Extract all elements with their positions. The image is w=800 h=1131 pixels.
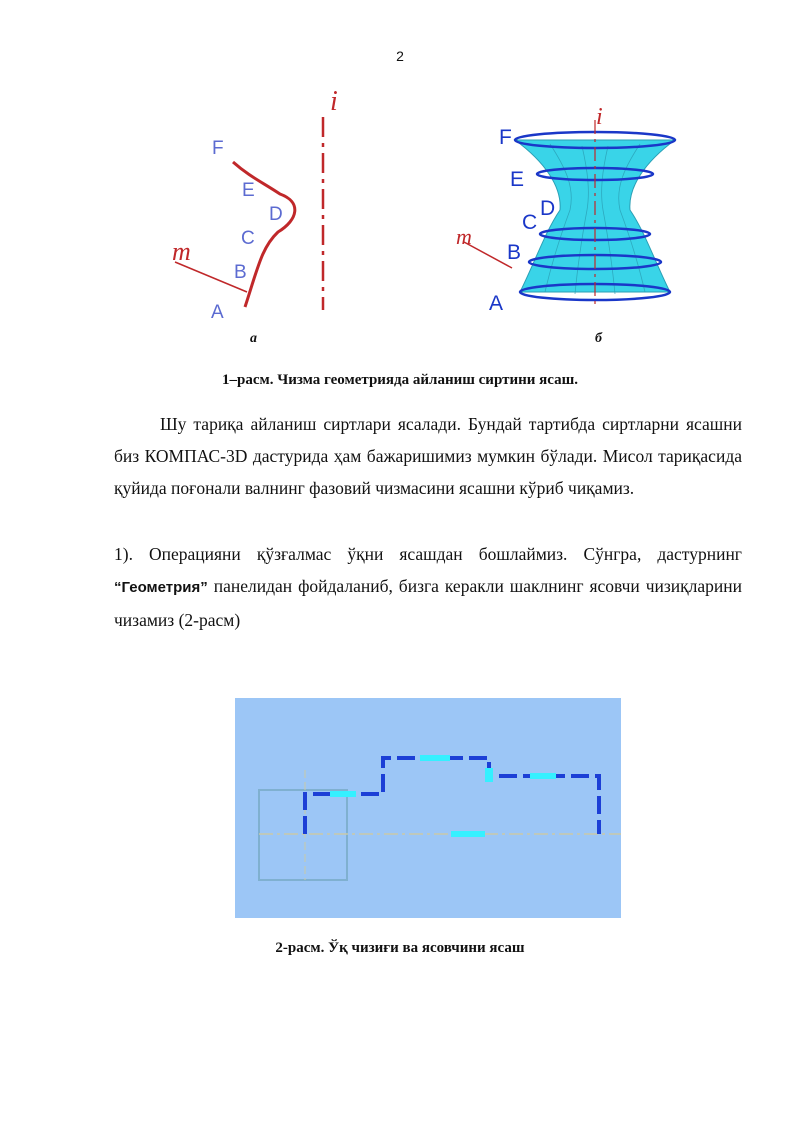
label-m-left: m [172,237,191,266]
sub-label-a: а [250,331,257,346]
canvas-background [235,698,621,918]
label-c-right: C [522,211,538,234]
label-m-right: m [456,224,472,249]
axis-label-right: i [596,104,603,130]
label-e-left: E [242,180,255,201]
label-b-right: B [507,241,522,264]
figure-2-caption: 2-расм. Ўқ чизиғи ва ясовчини ясаш [275,940,525,956]
highlight-segment [420,755,450,761]
label-d-left: D [269,204,283,225]
label-f-right: F [499,126,512,149]
paragraph-2-start: 1). Операцияни қўзғалмас ўқни ясашдан бошлаймиз. Сўнгра, дастурнинг [114,544,742,564]
paragraph-2 [114,538,742,636]
label-a-right: A [489,292,504,315]
highlight-segment [530,773,556,779]
figure-1a [172,86,338,346]
label-b-left: B [234,262,247,283]
paragraph-1: Шу тариқа айланиш сиртлари ясалади. Бундай тартибда сиртларни ясашни биз КОМПАС-3D дастурида ҳам бажаришимиз мумкин бўлади. Мисол тариқасида қуйида поғонали валнинг фазовий чизмасини ясашни кўриб чиқамиз. [114,414,742,498]
figure-1-caption: 1–расм. Чизма геометрияда айланиш сиртини ясаш. [221,372,578,388]
highlight-segment [451,831,485,837]
figure-1b [456,104,675,346]
label-a-left: A [211,302,224,323]
tool-name-geometry: “Геометрия” [114,579,208,596]
paragraph-2-end: панелидан фойдаланиб, бизга керакли шаклнинг ясовчи чизиқларини чизамиз (2-расм) [114,576,743,630]
label-e-right: E [510,168,525,191]
page-number: 2 [396,48,404,64]
highlight-segment [330,791,356,797]
highlight-segment [485,768,493,782]
label-c-left: C [241,228,255,249]
figure-surface-of-revolution [150,82,690,350]
label-f-left: F [212,138,224,159]
label-d-right: D [540,197,556,220]
axis-label-left: i [330,86,338,117]
figure-axis-and-generatrix [235,698,621,918]
sub-label-b: б [595,331,602,346]
